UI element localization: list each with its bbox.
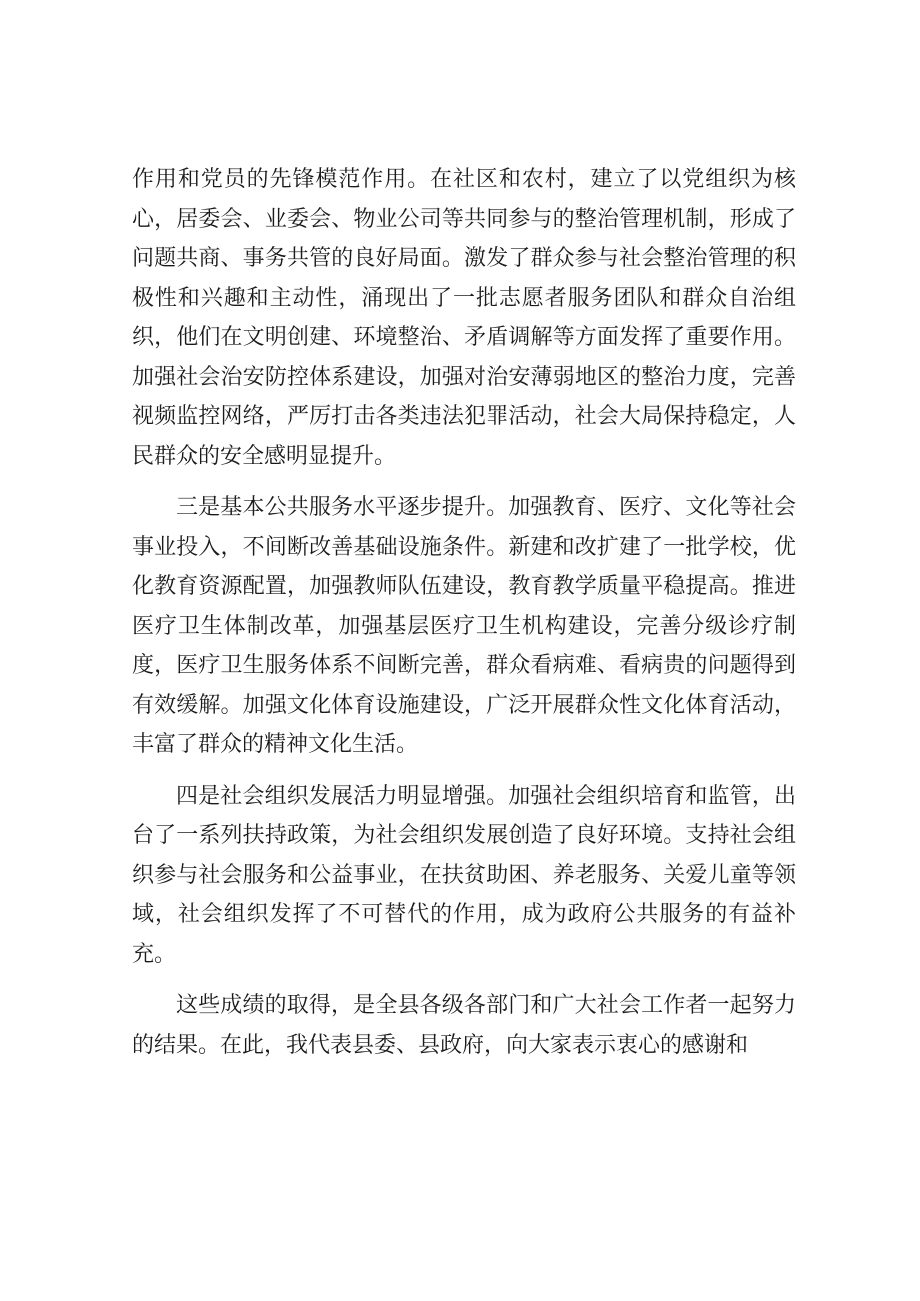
- document-body: [132, 160, 796, 1077]
- paragraph-2: 三是基本公共服务水平逐步提升。加强教育、医疗、文化等社会事业投入，不间断改善基础设施条件。新建和改扩建了一批学校，优化教育资源配置，加强教师队伍建设，教育教学质量平稳提高。推进医疗卫生体制改革，加强基层医疗卫生机构建设，完善分级诊疗制度，医疗卫生服务体系不间断完善，群众看病难、看病贵的问题得到有效缓解。加强文化体育设施建设，广泛开展群众性文化体育活动，丰富了群众的精神文化生活。: [132, 495, 796, 757]
- paragraph-1: 作用和党员的先锋模范作用。在社区和农村，建立了以党组织为核心，居委会、业委会、物业公司等共同参与的整治管理机制，形成了问题共商、事务共管的良好局面。激发了群众参与社会整治管理的积极性和兴趣和主动性，涌现出了一批志愿者服务团队和群众自治组织，他们在文明创建、环境整治、矛盾调解等方面发挥了重要作用。加强社会治安防控体系建设，加强对治安薄弱地区的整治力度，完善视频监控网络，严厉打击各类违法犯罪活动，社会大局保持稳定，人民群众的安全感明显提升。: [132, 167, 796, 469]
- paragraph-3: 四是社会组织发展活力明显增强。加强社会组织培育和监管，出台了一系列扶持政策，为社会组织发展创造了良好环境。支持社会组织参与社会服务和公益事业，在扶贫助困、养老服务、关爱儿童等领域，社会组织发挥了不可替代的作用，成为政府公共服务的有益补充。: [132, 783, 796, 967]
- paragraph-4: 这些成绩的取得，是全县各级各部门和广大社会工作者一起努力的结果。在此，我代表县委、县政府，向大家表示衷心的感谢和: [132, 993, 796, 1058]
